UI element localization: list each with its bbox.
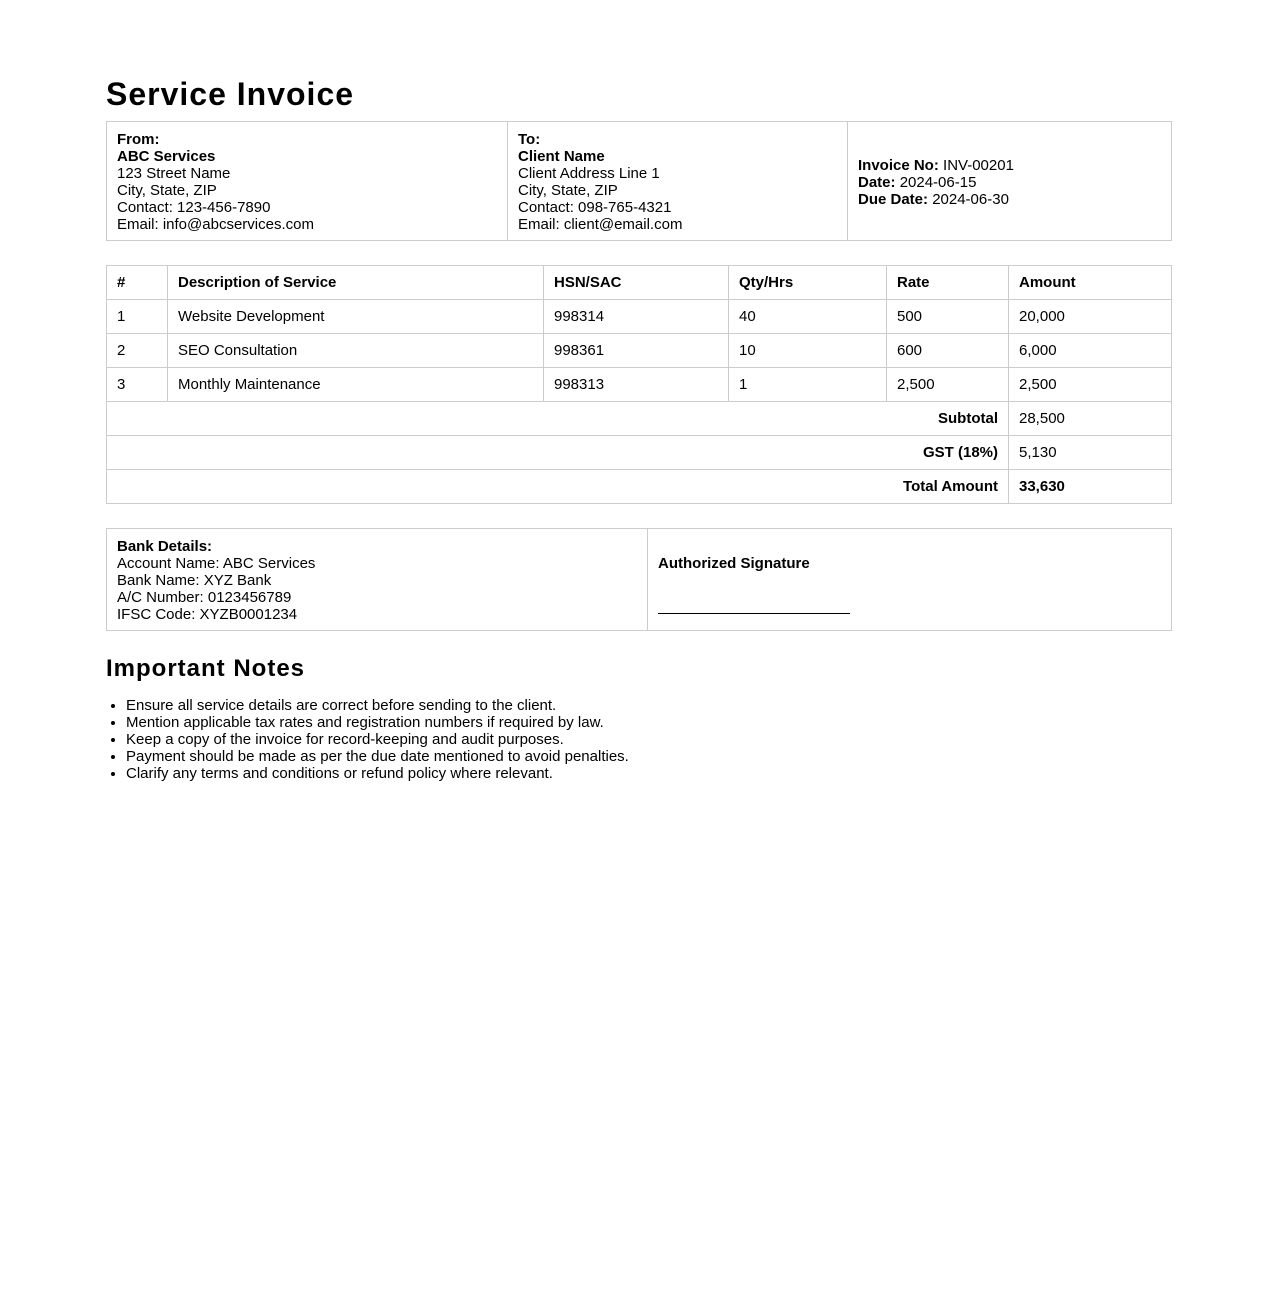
row-qty: 1 [729,368,887,402]
row-hsn: 998314 [544,300,729,334]
table-row [107,334,1172,368]
gst-label: GST (18%) [107,436,1009,470]
row-amount: 20,000 [1009,300,1172,334]
col-header-hsn: HSN/SAC [544,266,729,300]
table-row [107,368,1172,402]
list-item: • Payment should be made as per the due date mentioned to avoid penalties. [126,748,1172,765]
col-header-rate: Rate [887,266,1009,300]
gst-row [107,436,1172,470]
row-hsn: 998313 [544,368,729,402]
page-title: Service Invoice [106,76,355,112]
invoice-date: Date: 2024-06-15 [858,173,977,191]
bank-ifsc: IFSC Code: XYZB0001234 [117,606,298,623]
to-name: Client Name [518,148,605,165]
from-address: 123 Street Name [117,165,231,182]
row-qty: 40 [729,300,887,334]
invoice-number: Invoice No: INV-00201 [858,156,1014,174]
subtotal-row [107,402,1172,436]
signature-line [658,596,850,614]
total-value: 33,630 [1009,470,1172,504]
col-header-number: # [107,266,168,300]
row-description: SEO Consultation [168,334,544,368]
total-label: Total Amount [107,470,1009,504]
notes-list [106,697,1172,782]
bank-account-name: Account Name: ABC Services [117,555,316,572]
subtotal-label: Subtotal [107,402,1009,436]
from-block [107,122,508,241]
row-qty: 10 [729,334,887,368]
from-city: City, State, ZIP [117,182,217,199]
row-amount: 2,500 [1009,368,1172,402]
to-address: Client Address Line 1 [518,165,660,182]
row-rate: 600 [887,334,1009,368]
to-city: City, State, ZIP [518,182,618,199]
from-name: ABC Services [117,148,216,165]
invoice-due-date: Due Date: 2024-06-30 [858,190,1009,208]
row-number: 2 [107,334,168,368]
row-description: Website Development [168,300,544,334]
row-hsn: 998361 [544,334,729,368]
to-block [508,122,848,241]
to-contact: Contact: 098-765-4321 [518,199,672,216]
invoice-header-table [106,121,1172,241]
from-contact: Contact: 123-456-7890 [117,199,271,216]
row-description: Monthly Maintenance [168,368,544,402]
col-header-description: Description of Service [168,266,544,300]
from-email: Email: info@abcservices.com [117,216,314,233]
list-item: • Mention applicable tax rates and registration numbers if required by law. [126,714,1172,731]
row-number: 1 [107,300,168,334]
invoice-meta-block [848,122,1172,241]
subtotal-value: 28,500 [1009,402,1172,436]
bank-details-label: Bank Details: [117,538,213,555]
list-item: • Clarify any terms and conditions or refund policy where relevant. [126,765,1172,782]
col-header-amount: Amount [1009,266,1172,300]
list-item: • Ensure all service details are correct before sending to the client. [126,697,1172,714]
items-table [106,265,1172,504]
col-header-qty: Qty/Hrs [729,266,887,300]
row-number: 3 [107,368,168,402]
bank-account-number: A/C Number: 0123456789 [117,589,292,606]
list-item: • Keep a copy of the invoice for record-keeping and audit purposes. [126,731,1172,748]
gst-value: 5,130 [1009,436,1172,470]
bank-signature-table [106,528,1172,631]
signature-label: Authorized Signature [658,555,810,572]
from-label: From: [117,131,160,148]
row-amount: 6,000 [1009,334,1172,368]
bank-details-block [107,529,648,631]
signature-block [648,529,1172,631]
notes-title: Important Notes [106,655,306,682]
to-email: Email: client@email.com [518,216,683,233]
table-row [107,300,1172,334]
items-header-row [107,266,1172,300]
bank-name: Bank Name: XYZ Bank [117,572,272,589]
row-rate: 500 [887,300,1009,334]
total-row [107,470,1172,504]
row-rate: 2,500 [887,368,1009,402]
to-label: To: [518,131,541,148]
